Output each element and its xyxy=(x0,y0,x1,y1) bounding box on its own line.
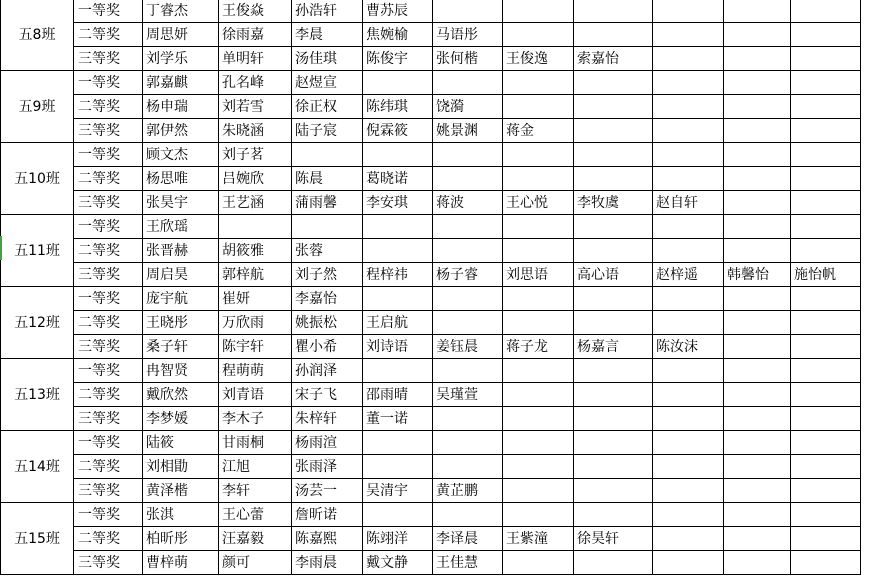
student-name-cell[interactable]: 瞿小希 xyxy=(292,335,363,359)
empty-cell[interactable] xyxy=(791,335,861,359)
student-name-cell[interactable]: 周思妍 xyxy=(143,23,219,47)
table-row xyxy=(1,167,861,191)
empty-cell[interactable] xyxy=(724,191,791,215)
class-name-cell[interactable]: 五13班 xyxy=(1,359,74,431)
empty-cell[interactable] xyxy=(653,167,724,191)
empty-cell[interactable] xyxy=(791,431,861,455)
empty-cell[interactable] xyxy=(503,0,574,23)
empty-cell[interactable] xyxy=(574,359,653,383)
empty-cell[interactable] xyxy=(574,311,653,335)
student-name-cell[interactable]: 张何楷 xyxy=(433,47,503,71)
empty-cell[interactable] xyxy=(653,47,724,71)
empty-cell[interactable] xyxy=(503,239,574,263)
empty-cell[interactable] xyxy=(574,95,653,119)
empty-cell[interactable] xyxy=(653,479,724,503)
table-row xyxy=(1,191,861,215)
student-name-cell[interactable]: 程梓祎 xyxy=(363,263,433,287)
table-row xyxy=(1,503,861,527)
student-name-cell[interactable]: 曹梓萌 xyxy=(143,551,219,575)
empty-cell[interactable] xyxy=(724,287,791,311)
empty-cell[interactable] xyxy=(574,143,653,167)
empty-cell[interactable] xyxy=(653,311,724,335)
student-name-cell[interactable]: 陈纬琪 xyxy=(363,95,433,119)
student-name-cell[interactable]: 戴欣然 xyxy=(143,383,219,407)
prize-level-cell[interactable]: 二等奖 xyxy=(74,455,143,479)
student-name-cell[interactable]: 孙润泽 xyxy=(292,359,363,383)
student-name-cell[interactable]: 汤芸一 xyxy=(292,479,363,503)
empty-cell[interactable] xyxy=(363,503,433,527)
student-name-cell[interactable]: 戴文静 xyxy=(363,551,433,575)
student-name-cell[interactable]: 杨子睿 xyxy=(433,263,503,287)
student-name-cell[interactable]: 陈晨 xyxy=(292,167,363,191)
empty-cell[interactable] xyxy=(574,215,653,239)
empty-cell[interactable] xyxy=(503,143,574,167)
empty-cell[interactable] xyxy=(724,215,791,239)
table-row xyxy=(1,0,861,23)
empty-cell[interactable] xyxy=(653,431,724,455)
student-name-cell[interactable]: 倪霖筱 xyxy=(363,119,433,143)
student-name-cell[interactable]: 程萌萌 xyxy=(219,359,292,383)
empty-cell[interactable] xyxy=(574,383,653,407)
empty-cell[interactable] xyxy=(724,0,791,23)
empty-cell[interactable] xyxy=(433,311,503,335)
empty-cell[interactable] xyxy=(653,71,724,95)
empty-cell[interactable] xyxy=(433,503,503,527)
student-name-cell[interactable]: 李译晨 xyxy=(433,527,503,551)
student-name-cell[interactable]: 蒲雨馨 xyxy=(292,191,363,215)
empty-cell[interactable] xyxy=(433,431,503,455)
student-name-cell[interactable]: 王俊逸 xyxy=(503,47,574,71)
empty-cell[interactable] xyxy=(724,239,791,263)
empty-cell[interactable] xyxy=(653,383,724,407)
prize-level-cell[interactable]: 一等奖 xyxy=(74,287,143,311)
empty-cell[interactable] xyxy=(653,359,724,383)
table-row xyxy=(1,215,861,239)
class-name-cell[interactable]: 五12班 xyxy=(1,287,74,359)
class-name-cell[interactable]: 五9班 xyxy=(1,71,74,143)
empty-cell[interactable] xyxy=(503,287,574,311)
student-name-cell[interactable]: 陈翊洋 xyxy=(363,527,433,551)
empty-cell[interactable] xyxy=(724,551,791,575)
prize-level-cell[interactable]: 二等奖 xyxy=(74,383,143,407)
empty-cell[interactable] xyxy=(653,215,724,239)
empty-cell[interactable] xyxy=(653,455,724,479)
student-name-cell[interactable]: 杨申瑞 xyxy=(143,95,219,119)
empty-cell[interactable] xyxy=(363,239,433,263)
empty-cell[interactable] xyxy=(574,23,653,47)
empty-cell[interactable] xyxy=(363,215,433,239)
empty-cell[interactable] xyxy=(791,23,861,47)
prize-level-cell[interactable]: 三等奖 xyxy=(74,191,143,215)
student-name-cell[interactable]: 李牧虞 xyxy=(574,191,653,215)
student-name-cell[interactable]: 颜可 xyxy=(219,551,292,575)
student-name-cell[interactable]: 徐雨嘉 xyxy=(219,23,292,47)
student-name-cell[interactable]: 马语彤 xyxy=(433,23,503,47)
empty-cell[interactable] xyxy=(724,311,791,335)
student-name-cell[interactable]: 施怡帆 xyxy=(791,263,861,287)
empty-cell[interactable] xyxy=(791,119,861,143)
table-row xyxy=(1,359,861,383)
empty-cell[interactable] xyxy=(363,71,433,95)
empty-cell[interactable] xyxy=(363,359,433,383)
prize-level-cell[interactable]: 一等奖 xyxy=(74,431,143,455)
empty-cell[interactable] xyxy=(791,287,861,311)
empty-cell[interactable] xyxy=(574,431,653,455)
student-name-cell[interactable]: 孔名峰 xyxy=(219,71,292,95)
empty-cell[interactable] xyxy=(653,407,724,431)
student-name-cell[interactable]: 张雨泽 xyxy=(292,455,363,479)
empty-cell[interactable] xyxy=(791,383,861,407)
empty-cell[interactable] xyxy=(791,239,861,263)
empty-cell[interactable] xyxy=(574,551,653,575)
empty-cell[interactable] xyxy=(503,383,574,407)
empty-cell[interactable] xyxy=(724,95,791,119)
prize-level-cell[interactable]: 二等奖 xyxy=(74,23,143,47)
student-name-cell[interactable]: 万欣雨 xyxy=(219,311,292,335)
student-name-cell[interactable]: 刘青语 xyxy=(219,383,292,407)
empty-cell[interactable] xyxy=(433,239,503,263)
student-name-cell[interactable]: 姚振松 xyxy=(292,311,363,335)
prize-level-cell[interactable]: 一等奖 xyxy=(74,503,143,527)
student-name-cell[interactable]: 李安琪 xyxy=(363,191,433,215)
student-name-cell[interactable]: 杨思唯 xyxy=(143,167,219,191)
empty-cell[interactable] xyxy=(791,455,861,479)
empty-cell[interactable] xyxy=(653,95,724,119)
prize-level-cell[interactable]: 三等奖 xyxy=(74,551,143,575)
empty-cell[interactable] xyxy=(574,503,653,527)
prize-level-cell[interactable]: 二等奖 xyxy=(74,527,143,551)
prize-level-cell[interactable]: 一等奖 xyxy=(74,359,143,383)
student-name-cell[interactable]: 黄泽楷 xyxy=(143,479,219,503)
empty-cell[interactable] xyxy=(791,527,861,551)
empty-cell[interactable] xyxy=(724,71,791,95)
empty-cell[interactable] xyxy=(503,359,574,383)
empty-cell[interactable] xyxy=(219,215,292,239)
class-name-cell[interactable]: 五10班 xyxy=(1,143,74,215)
empty-cell[interactable] xyxy=(363,287,433,311)
student-name-cell[interactable]: 甘雨桐 xyxy=(219,431,292,455)
student-name-cell[interactable]: 陆子宸 xyxy=(292,119,363,143)
empty-cell[interactable] xyxy=(433,407,503,431)
table-row xyxy=(1,527,861,551)
prize-level-cell[interactable]: 三等奖 xyxy=(74,407,143,431)
empty-cell[interactable] xyxy=(574,287,653,311)
student-name-cell[interactable]: 丁睿杰 xyxy=(143,0,219,23)
student-name-cell[interactable]: 刘学乐 xyxy=(143,47,219,71)
student-name-cell[interactable]: 李嘉怡 xyxy=(292,287,363,311)
empty-cell[interactable] xyxy=(653,287,724,311)
student-name-cell[interactable]: 韩馨怡 xyxy=(724,263,791,287)
prize-level-cell[interactable]: 三等奖 xyxy=(74,479,143,503)
prize-level-cell[interactable]: 一等奖 xyxy=(74,143,143,167)
prize-level-cell[interactable]: 二等奖 xyxy=(74,239,143,263)
empty-cell[interactable] xyxy=(791,167,861,191)
prize-level-cell[interactable]: 三等奖 xyxy=(74,335,143,359)
table-row xyxy=(1,551,861,575)
empty-cell[interactable] xyxy=(503,479,574,503)
empty-cell[interactable] xyxy=(724,527,791,551)
empty-cell[interactable] xyxy=(653,23,724,47)
class-name-cell[interactable]: 五15班 xyxy=(1,503,74,575)
student-name-cell[interactable]: 吴瑾萱 xyxy=(433,383,503,407)
student-name-cell[interactable]: 赵梓遥 xyxy=(653,263,724,287)
student-name-cell[interactable]: 冉智贤 xyxy=(143,359,219,383)
student-name-cell[interactable]: 王艺涵 xyxy=(219,191,292,215)
empty-cell[interactable] xyxy=(503,455,574,479)
student-name-cell[interactable]: 陈俊宇 xyxy=(363,47,433,71)
empty-cell[interactable] xyxy=(433,455,503,479)
student-name-cell[interactable]: 柏昕彤 xyxy=(143,527,219,551)
student-name-cell[interactable]: 董一诺 xyxy=(363,407,433,431)
student-name-cell[interactable]: 葛晓诺 xyxy=(363,167,433,191)
table-row xyxy=(1,335,861,359)
empty-cell[interactable] xyxy=(791,311,861,335)
student-name-cell[interactable]: 李轩 xyxy=(219,479,292,503)
student-name-cell[interactable]: 李梦媛 xyxy=(143,407,219,431)
empty-cell[interactable] xyxy=(724,47,791,71)
table-row xyxy=(1,263,861,287)
empty-cell[interactable] xyxy=(574,0,653,23)
empty-cell[interactable] xyxy=(433,167,503,191)
student-name-cell[interactable]: 王启航 xyxy=(363,311,433,335)
empty-cell[interactable] xyxy=(653,551,724,575)
prize-level-cell[interactable]: 三等奖 xyxy=(74,263,143,287)
table-row xyxy=(1,431,861,455)
student-name-cell[interactable]: 王俊焱 xyxy=(219,0,292,23)
empty-cell[interactable] xyxy=(433,287,503,311)
student-name-cell[interactable]: 焦婉榆 xyxy=(363,23,433,47)
student-name-cell[interactable]: 郭梓航 xyxy=(219,263,292,287)
student-name-cell[interactable]: 崔妍 xyxy=(219,287,292,311)
student-name-cell[interactable]: 汤佳琪 xyxy=(292,47,363,71)
empty-cell[interactable] xyxy=(791,551,861,575)
empty-cell[interactable] xyxy=(653,119,724,143)
empty-cell[interactable] xyxy=(791,143,861,167)
empty-cell[interactable] xyxy=(503,167,574,191)
student-name-cell[interactable]: 詹昕诺 xyxy=(292,503,363,527)
empty-cell[interactable] xyxy=(574,407,653,431)
empty-cell[interactable] xyxy=(724,119,791,143)
table-row xyxy=(1,71,861,95)
student-name-cell[interactable]: 刘诗语 xyxy=(363,335,433,359)
student-name-cell[interactable]: 姚景渊 xyxy=(433,119,503,143)
student-name-cell[interactable]: 邵雨晴 xyxy=(363,383,433,407)
student-name-cell[interactable]: 张晋赫 xyxy=(143,239,219,263)
empty-cell[interactable] xyxy=(724,359,791,383)
student-name-cell[interactable]: 蒋子龙 xyxy=(503,335,574,359)
student-name-cell[interactable]: 曹苏辰 xyxy=(363,0,433,23)
student-name-cell[interactable]: 刘子然 xyxy=(292,263,363,287)
prize-level-cell[interactable]: 三等奖 xyxy=(74,47,143,71)
empty-cell[interactable] xyxy=(292,215,363,239)
empty-cell[interactable] xyxy=(574,167,653,191)
empty-cell[interactable] xyxy=(653,143,724,167)
empty-cell[interactable] xyxy=(503,407,574,431)
empty-cell[interactable] xyxy=(363,455,433,479)
student-name-cell[interactable]: 刘子茗 xyxy=(219,143,292,167)
table-row xyxy=(1,47,861,71)
empty-cell[interactable] xyxy=(724,383,791,407)
empty-cell[interactable] xyxy=(503,503,574,527)
student-name-cell[interactable]: 杨雨渲 xyxy=(292,431,363,455)
student-name-cell[interactable]: 庞宇航 xyxy=(143,287,219,311)
table-row xyxy=(1,119,861,143)
student-name-cell[interactable]: 郭嘉麒 xyxy=(143,71,219,95)
prize-level-cell[interactable]: 一等奖 xyxy=(74,0,143,23)
student-name-cell[interactable]: 张淇 xyxy=(143,503,219,527)
empty-cell[interactable] xyxy=(503,23,574,47)
empty-cell[interactable] xyxy=(503,95,574,119)
empty-cell[interactable] xyxy=(724,23,791,47)
student-name-cell[interactable]: 孙浩轩 xyxy=(292,0,363,23)
student-name-cell[interactable]: 吕婉欣 xyxy=(219,167,292,191)
student-name-cell[interactable]: 王欣瑶 xyxy=(143,215,219,239)
empty-cell[interactable] xyxy=(503,551,574,575)
student-name-cell[interactable]: 王心蕾 xyxy=(219,503,292,527)
student-name-cell[interactable]: 汪嘉毅 xyxy=(219,527,292,551)
student-name-cell[interactable]: 王紫潼 xyxy=(503,527,574,551)
student-name-cell[interactable]: 朱晓涵 xyxy=(219,119,292,143)
empty-cell[interactable] xyxy=(574,455,653,479)
empty-cell[interactable] xyxy=(433,0,503,23)
student-name-cell[interactable]: 桑子轩 xyxy=(143,335,219,359)
empty-cell[interactable] xyxy=(653,527,724,551)
empty-cell[interactable] xyxy=(791,215,861,239)
class-name-cell[interactable]: 五14班 xyxy=(1,431,74,503)
student-name-cell[interactable]: 王佳慧 xyxy=(433,551,503,575)
empty-cell[interactable] xyxy=(724,503,791,527)
student-name-cell[interactable]: 张昊宇 xyxy=(143,191,219,215)
table-row xyxy=(1,383,861,407)
empty-cell[interactable] xyxy=(724,143,791,167)
student-name-cell[interactable]: 张蓉 xyxy=(292,239,363,263)
student-name-cell[interactable]: 李雨晨 xyxy=(292,551,363,575)
student-name-cell[interactable]: 赵自轩 xyxy=(653,191,724,215)
student-name-cell[interactable]: 蒋波 xyxy=(433,191,503,215)
table-row xyxy=(1,23,861,47)
student-name-cell[interactable]: 饶漪 xyxy=(433,95,503,119)
prize-level-cell[interactable]: 二等奖 xyxy=(74,95,143,119)
empty-cell[interactable] xyxy=(791,479,861,503)
student-name-cell[interactable]: 姜钰晨 xyxy=(433,335,503,359)
student-name-cell[interactable]: 刘思语 xyxy=(503,263,574,287)
student-name-cell[interactable]: 李晨 xyxy=(292,23,363,47)
empty-cell[interactable] xyxy=(574,71,653,95)
student-name-cell[interactable]: 刘相勖 xyxy=(143,455,219,479)
student-name-cell[interactable]: 赵煜宣 xyxy=(292,71,363,95)
class-name-cell[interactable]: 五11班 xyxy=(1,215,74,287)
table-row xyxy=(1,287,861,311)
empty-cell[interactable] xyxy=(653,0,724,23)
row-selection-marker xyxy=(0,236,2,260)
student-name-cell[interactable]: 王心悦 xyxy=(503,191,574,215)
empty-cell[interactable] xyxy=(363,143,433,167)
student-name-cell[interactable]: 陆筱 xyxy=(143,431,219,455)
empty-cell[interactable] xyxy=(791,71,861,95)
empty-cell[interactable] xyxy=(724,167,791,191)
empty-cell[interactable] xyxy=(724,407,791,431)
prize-level-cell[interactable]: 二等奖 xyxy=(74,311,143,335)
student-name-cell[interactable]: 李木子 xyxy=(219,407,292,431)
student-name-cell[interactable]: 陈汝沫 xyxy=(653,335,724,359)
empty-cell[interactable] xyxy=(653,503,724,527)
empty-cell[interactable] xyxy=(574,119,653,143)
student-name-cell[interactable]: 刘若雪 xyxy=(219,95,292,119)
empty-cell[interactable] xyxy=(791,95,861,119)
empty-cell[interactable] xyxy=(724,479,791,503)
table-row xyxy=(1,407,861,431)
class-name-cell[interactable]: 五8班 xyxy=(1,0,74,71)
prize-level-cell[interactable]: 三等奖 xyxy=(74,119,143,143)
student-name-cell[interactable]: 单明轩 xyxy=(219,47,292,71)
table-row xyxy=(1,239,861,263)
student-name-cell[interactable]: 胡筱雅 xyxy=(219,239,292,263)
student-name-cell[interactable]: 高心语 xyxy=(574,263,653,287)
empty-cell[interactable] xyxy=(503,215,574,239)
table-row xyxy=(1,311,861,335)
student-name-cell[interactable]: 陈嘉熙 xyxy=(292,527,363,551)
student-name-cell[interactable]: 杨嘉言 xyxy=(574,335,653,359)
empty-cell[interactable] xyxy=(653,239,724,263)
table-row xyxy=(1,479,861,503)
student-name-cell[interactable]: 吴清宇 xyxy=(363,479,433,503)
empty-cell[interactable] xyxy=(791,503,861,527)
student-name-cell[interactable]: 周启昊 xyxy=(143,263,219,287)
empty-cell[interactable] xyxy=(574,479,653,503)
table-row xyxy=(1,143,861,167)
prize-level-cell[interactable]: 二等奖 xyxy=(74,167,143,191)
student-name-cell[interactable]: 陈宇轩 xyxy=(219,335,292,359)
empty-cell[interactable] xyxy=(574,239,653,263)
student-name-cell[interactable]: 徐昊轩 xyxy=(574,527,653,551)
student-name-cell[interactable]: 江旭 xyxy=(219,455,292,479)
empty-cell[interactable] xyxy=(791,191,861,215)
student-name-cell[interactable]: 朱梓轩 xyxy=(292,407,363,431)
student-name-cell[interactable]: 郭伊然 xyxy=(143,119,219,143)
empty-cell[interactable] xyxy=(724,335,791,359)
empty-cell[interactable] xyxy=(433,215,503,239)
student-name-cell[interactable]: 黄芷鹏 xyxy=(433,479,503,503)
student-name-cell[interactable]: 蒋金 xyxy=(503,119,574,143)
empty-cell[interactable] xyxy=(292,143,363,167)
empty-cell[interactable] xyxy=(791,359,861,383)
student-name-cell[interactable]: 宋子飞 xyxy=(292,383,363,407)
table-row xyxy=(1,455,861,479)
empty-cell[interactable] xyxy=(791,407,861,431)
empty-cell[interactable] xyxy=(791,47,861,71)
empty-cell[interactable] xyxy=(363,431,433,455)
empty-cell[interactable] xyxy=(433,71,503,95)
student-name-cell[interactable]: 徐正权 xyxy=(292,95,363,119)
empty-cell[interactable] xyxy=(791,0,861,23)
empty-cell[interactable] xyxy=(503,71,574,95)
prize-level-cell[interactable]: 一等奖 xyxy=(74,215,143,239)
prize-level-cell[interactable]: 一等奖 xyxy=(74,71,143,95)
empty-cell[interactable] xyxy=(433,143,503,167)
student-name-cell[interactable]: 索嘉怡 xyxy=(574,47,653,71)
student-name-cell[interactable]: 王晓彤 xyxy=(143,311,219,335)
empty-cell[interactable] xyxy=(724,431,791,455)
empty-cell[interactable] xyxy=(724,455,791,479)
empty-cell[interactable] xyxy=(503,311,574,335)
empty-cell[interactable] xyxy=(433,359,503,383)
student-name-cell[interactable]: 顾文杰 xyxy=(143,143,219,167)
table-row xyxy=(1,95,861,119)
empty-cell[interactable] xyxy=(503,431,574,455)
